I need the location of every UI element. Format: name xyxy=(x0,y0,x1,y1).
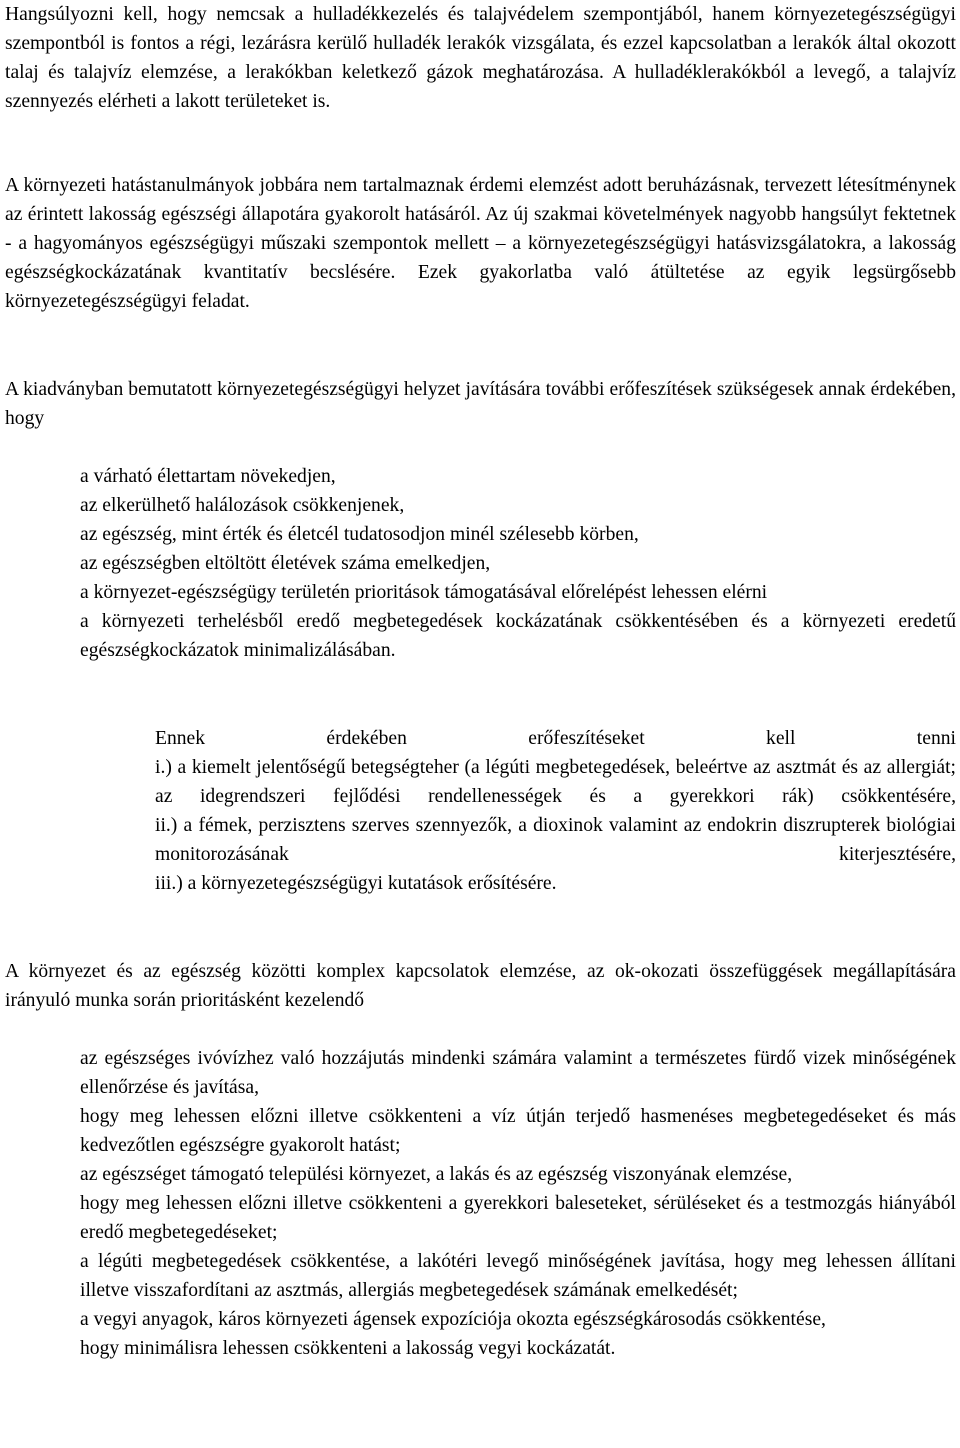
paragraph-impact-studies: A környezeti hatástanulmányok jobbára nem tartalmaznak érdemi elemzést adott beruházásnak, tervezett létesítménynek az érintett lakosság egészségi állapotára gyakorolt hatásáról. Az új szakmai követelmények nagyobb hangsúlyt fektetnek - a hagyományos egészségügyi műszaki szempontok mellett – a környezetegészségügyi hatásvizsgálatokra, a lakosság egészségkockázatának kvantitatív becslésére. Ezek gyakorlatba való átültetése az egyik legsürgősebb környezetegészségügyi feladat. xyxy=(5,175,956,312)
goal-item: a környezeti terhelésből eredő megbetegedések kockázatának csökkentésében és a környezeti eredetű egészségkockázatok minimalizálásában. xyxy=(80,611,956,661)
goal-item: a várható élettartam növekedjen, xyxy=(80,466,336,487)
action-item: ii.) a fémek, perzisztens szerves szennyezők, a dioxinok valamint az endokrin diszrupterek biológiai monitorozásának kiterjesztésére, xyxy=(155,815,956,865)
priority-item: a vegyi anyagok, káros környezeti ágensek expozíciója okozta egészségkárosodás csökkentése, xyxy=(80,1309,826,1330)
priority-item: hogy minimálisra lehessen csökkenteni a lakosság vegyi kockázatát. xyxy=(80,1338,616,1359)
goal-item: az elkerülhető halálozások csökkenjenek, xyxy=(80,495,405,516)
priorities-list xyxy=(80,1044,956,1363)
goal-item: az egészségben eltöltött életévek száma emelkedjen, xyxy=(80,553,491,574)
paragraph-waste-landfills: Hangsúlyozni kell, hogy nemcsak a hulladékkezelés és talajvédelem szempontjából, hanem környezetegészségügyi szempontból is fontos a régi, lezárásra kerülő hulladék lerakók vizsgálata, és ezzel kapcsolatban a lerakók által okozott talaj és talajvíz elemzése, a lerakókban keletkező gázok meghatározása. A hulladéklerakókból a levegő, a talajvíz szennyezés elérheti a lakott területeket is. xyxy=(5,4,956,112)
goal-item: az egészség, mint érték és életcél tudatosodjon minél szélesebb körben, xyxy=(80,524,639,545)
action-item: i.) a kiemelt jelentőségű betegségteher (a légúti megbetegedések, beleértve az asztmát és az allergiát; az idegrendszeri fejlődési rendellenességek és a gyerekkori rák) csökkentésére, xyxy=(155,757,956,807)
action-item: iii.) a környezetegészségügyi kutatások erősítésére. xyxy=(155,873,557,894)
actions-block xyxy=(155,724,956,898)
actions-heading: Ennek érdekében erőfeszítéseket kell tenni xyxy=(155,728,956,749)
priority-item: az egészséget támogató települési környezet, a lakás és az egészség viszonyának elemzése, xyxy=(80,1164,793,1185)
goals-list xyxy=(80,462,956,665)
priority-item: a légúti megbetegedések csökkentése, a lakótéri levegő minőségének javítása, hogy meg lehessen állítani illetve visszafordítani az asztmás, allergiás megbetegedések számának emelkedését; xyxy=(80,1251,956,1301)
paragraph-priorities-intro: A környezet és az egészség közötti komplex kapcsolatok elemzése, az ok-okozati összefüggések megállapítására irányuló munka során prioritásként kezelendő xyxy=(5,961,956,1011)
goal-item: a környezet-egészségügy területén prioritások támogatásával előrelépést lehessen elérni xyxy=(80,582,768,603)
priority-item: hogy meg lehessen előzni illetve csökkenteni a víz útján terjedő hasmenéses megbetegedéseket és más kedvezőtlen egészségre gyakorolt hatást; xyxy=(80,1106,956,1156)
priority-item: az egészséges ivóvízhez való hozzájutás mindenki számára valamint a természetes fürdő vizek minőségének ellenőrzése és javítása, xyxy=(80,1048,956,1098)
priority-item: hogy meg lehessen előzni illetve csökkenteni a gyerekkori baleseteket, sérüléseket és a testmozgás hiányából eredő megbetegedéseket; xyxy=(80,1193,956,1243)
paragraph-efforts-intro: A kiadványban bemutatott környezetegészségügyi helyzet javítására további erőfeszítések szükségesek annak érdekében, hogy xyxy=(5,379,956,429)
